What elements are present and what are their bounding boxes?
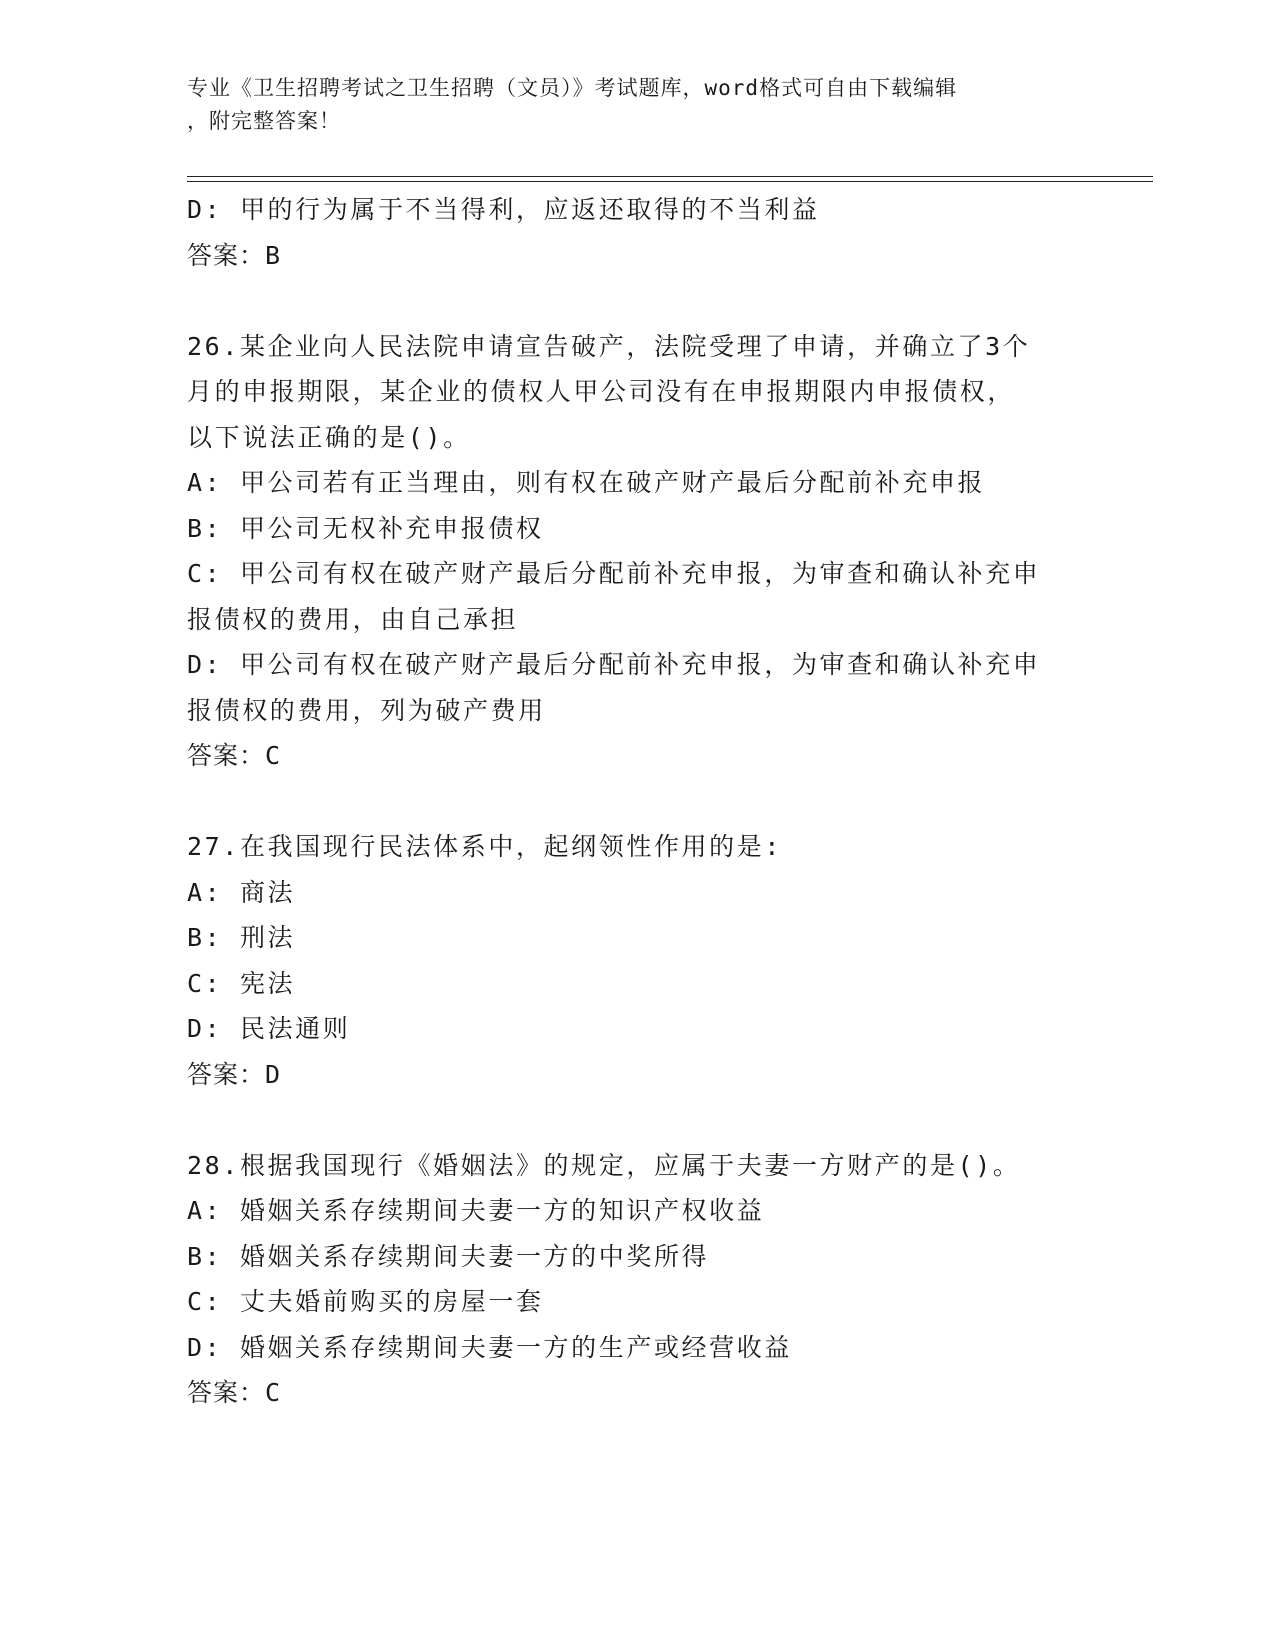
question-stem: 27.在我国现行民法体系中，起纲领性作用的是: <box>187 832 783 861</box>
question-27 <box>187 824 1087 1097</box>
document-header <box>187 72 1067 138</box>
answer-label: 答案： <box>187 1378 266 1407</box>
header-rule-bottom <box>187 181 1153 182</box>
option-a: A: 婚姻关系存续期间夫妻一方的知识产权收益 <box>187 1196 765 1225</box>
option-a: A: 甲公司若有正当理由，则有权在破产财产最后分配前补充申报 <box>187 468 986 497</box>
option-a: A: 商法 <box>187 877 296 907</box>
option-b: B: 甲公司无权补充申报债权 <box>187 513 544 543</box>
answer-value: C <box>265 1378 282 1407</box>
option-d: D: 婚姻关系存续期间夫妻一方的生产或经营收益 <box>187 1332 792 1362</box>
question-28 <box>187 1143 1087 1416</box>
answer-line <box>187 233 1087 279</box>
question-26 <box>187 324 1087 779</box>
option-b: B: 婚姻关系存续期间夫妻一方的中奖所得 <box>187 1241 710 1271</box>
document-body <box>187 187 1087 1416</box>
answer-line <box>187 733 1087 779</box>
answer-value: C <box>265 741 282 770</box>
option-b: B: 刑法 <box>187 923 296 952</box>
option-d: D: 甲的行为属于不当得利，应返还取得的不当利益 <box>187 195 820 224</box>
option-d-continued: 报债权的费用，列为破产费用 <box>187 695 546 725</box>
answer-label: 答案： <box>187 240 266 270</box>
answer-label: 答案： <box>187 1059 266 1089</box>
question-stem: 26.某企业向人民法院申请宣告破产，法院受理了申请，并确立了3个 <box>187 331 1031 361</box>
option-c: C: 丈夫婚前购买的房屋一套 <box>187 1287 544 1316</box>
previous-question-tail <box>187 187 1087 278</box>
answer-value: D <box>265 1059 282 1089</box>
question-stem: 28.根据我国现行《婚姻法》的规定，应属于夫妻一方财产的是()。 <box>187 1150 1021 1180</box>
spacer <box>187 779 1087 825</box>
option-d: D: 甲公司有权在破产财产最后分配前补充申报，为审查和确认补充申 <box>187 650 1041 679</box>
question-stem: 以下说法正确的是()。 <box>187 422 471 452</box>
question-stem: 月的申报期限，某企业的债权人甲公司没有在申报期限内申报债权， <box>187 377 1016 406</box>
option-c-continued: 报债权的费用，由自己承担 <box>187 604 519 634</box>
answer-value: B <box>265 240 282 270</box>
header-rule-top <box>187 176 1153 177</box>
option-d: D: 民法通则 <box>187 1014 351 1043</box>
header-line-2: ，附完整答案！ <box>187 109 341 133</box>
answer-line <box>187 1052 1087 1098</box>
header-line-1: 专业《卫生招聘考试之卫生招聘（文员）》考试题库，word格式可自由下载编辑 <box>187 76 958 100</box>
option-c: C: 宪法 <box>187 968 296 998</box>
spacer <box>187 278 1087 324</box>
option-c: C: 甲公司有权在破产财产最后分配前补充申报，为审查和确认补充申 <box>187 559 1041 588</box>
answer-line <box>187 1370 1087 1416</box>
spacer <box>187 1097 1087 1143</box>
answer-label: 答案： <box>187 741 266 770</box>
